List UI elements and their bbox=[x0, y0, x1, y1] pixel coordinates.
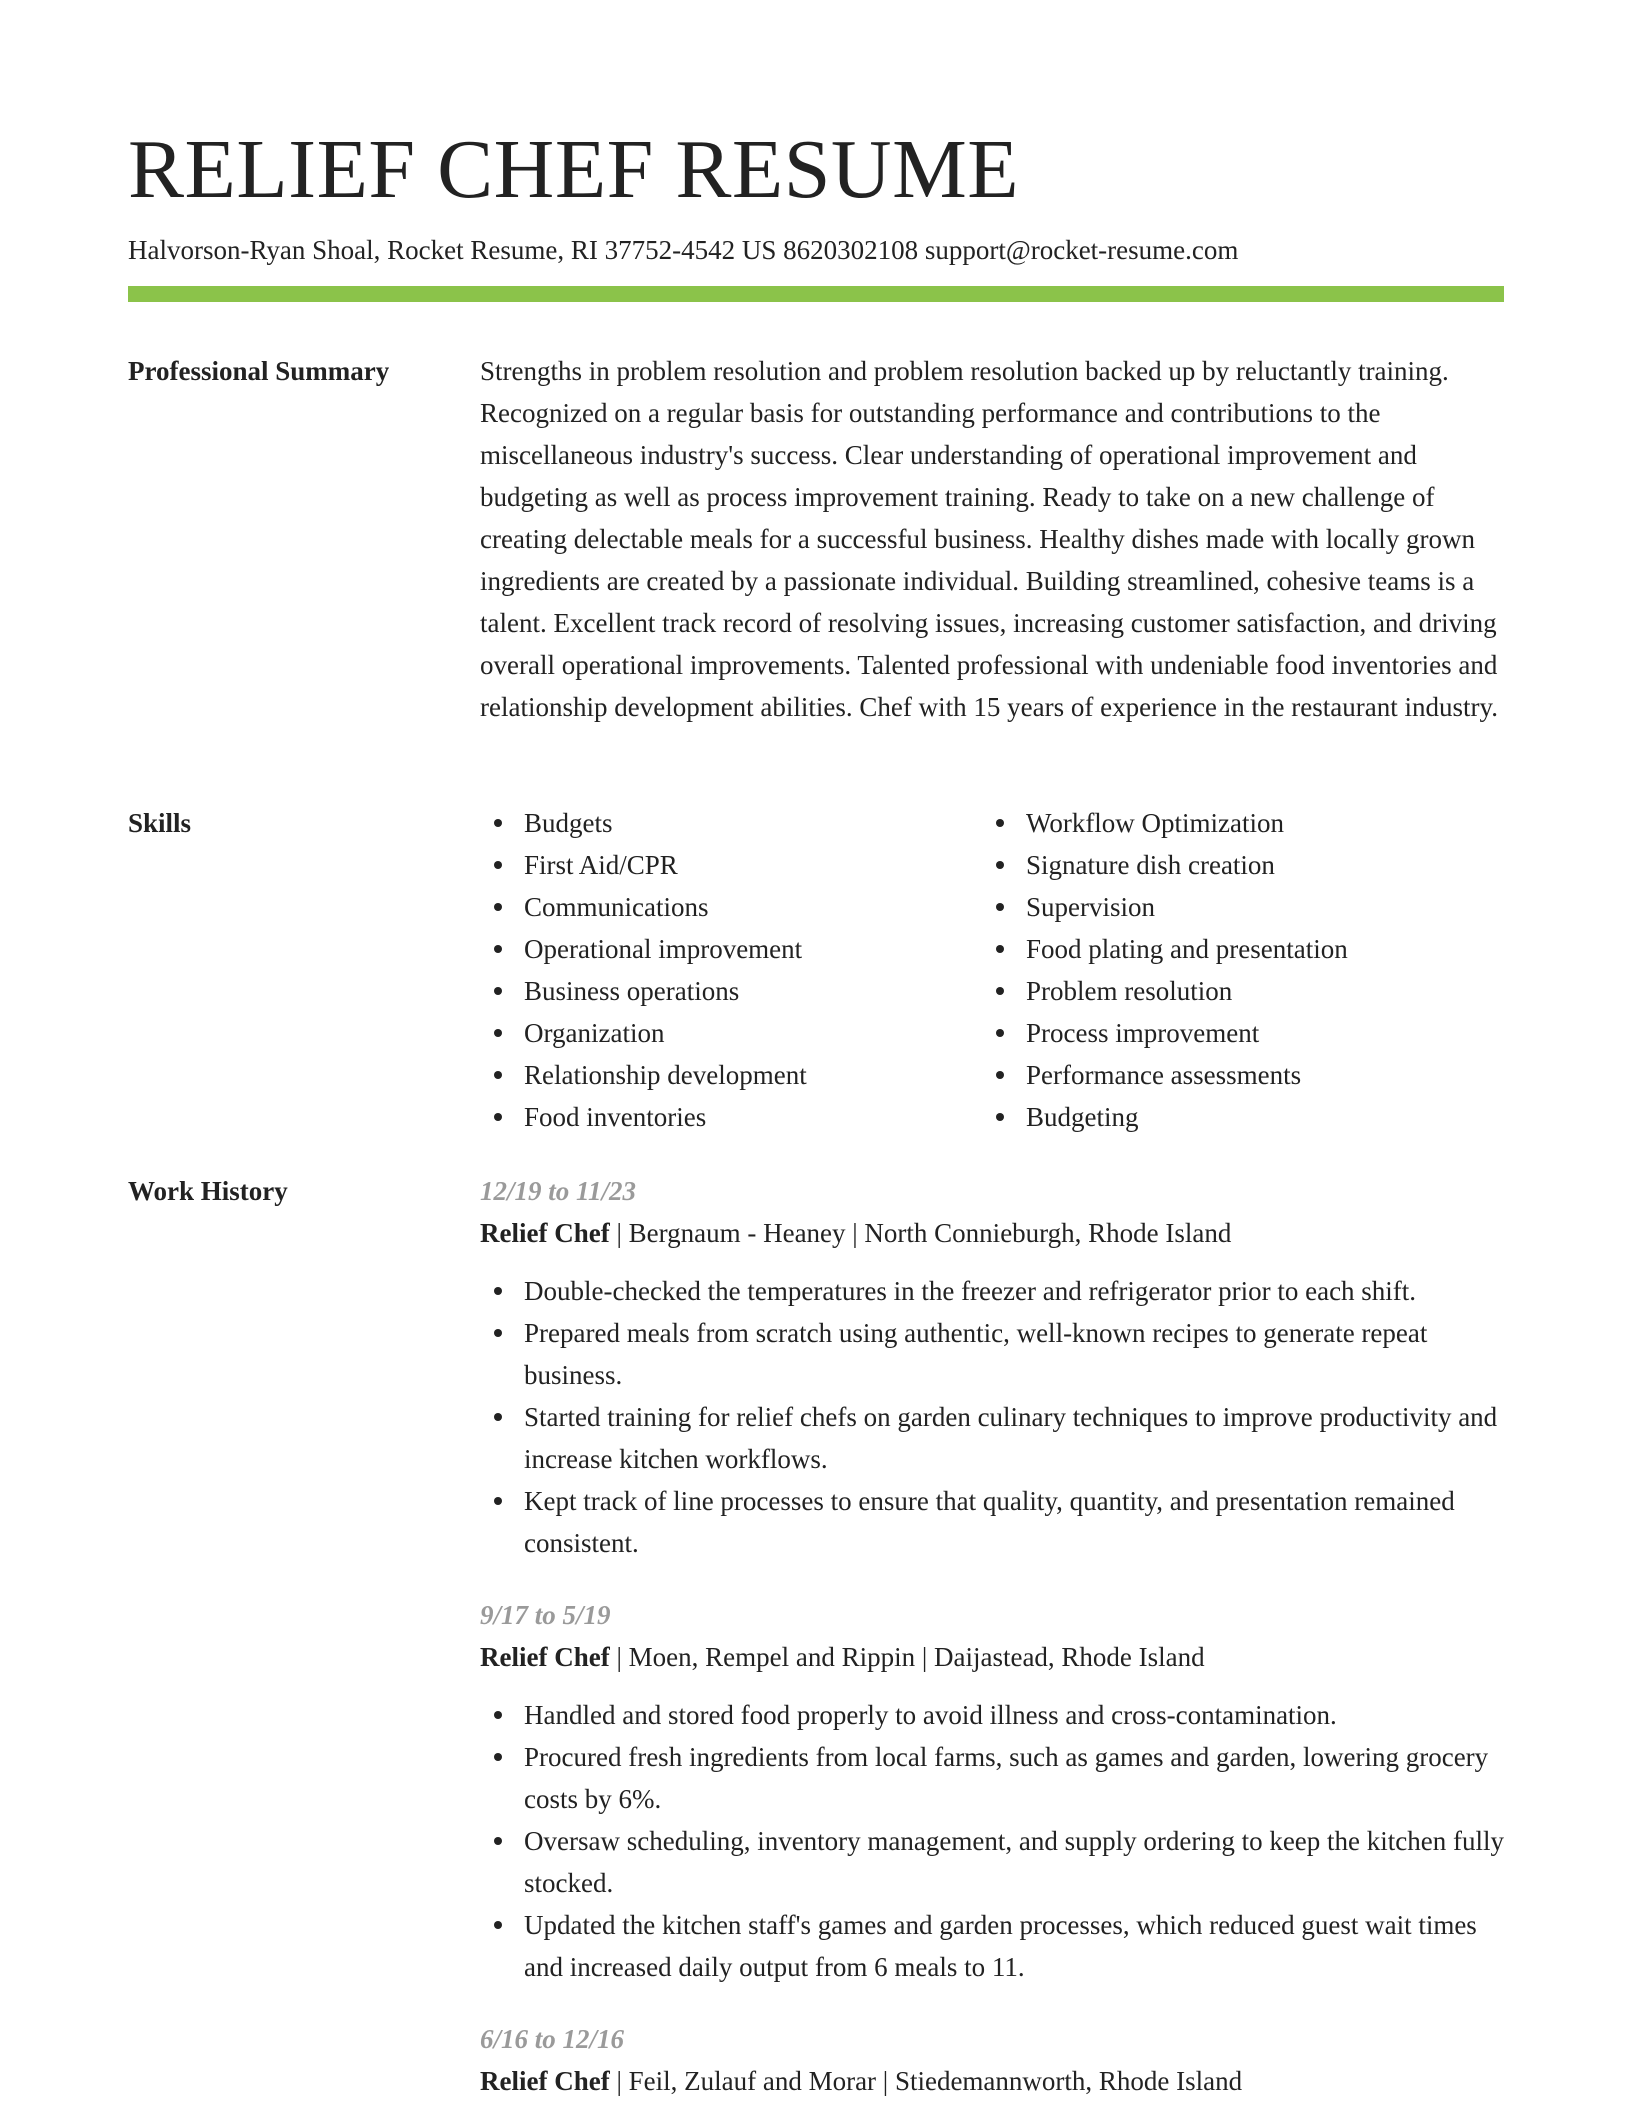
skill-item: Problem resolution bbox=[1026, 970, 1506, 1012]
job-heading bbox=[480, 2060, 1504, 2102]
job-employer-location: | Moen, Rempel and Rippin | Daijastead, Rhode Island bbox=[609, 1642, 1205, 1672]
skill-item: Organization bbox=[524, 1012, 984, 1054]
job-entry bbox=[480, 1594, 1504, 1988]
job-employer-location: | Bergnaum - Heaney | North Connieburgh, Rhode Island bbox=[609, 1218, 1232, 1248]
skill-item: Food plating and presentation bbox=[1026, 928, 1506, 970]
job-title: Relief Chef bbox=[480, 1642, 610, 1672]
skills-label: Skills bbox=[128, 808, 192, 838]
summary-label: Professional Summary bbox=[128, 356, 390, 386]
skills-list-right bbox=[982, 802, 1506, 1138]
skill-item: Supervision bbox=[1026, 886, 1506, 928]
skill-item: Budgets bbox=[524, 802, 984, 844]
skill-item: Communications bbox=[524, 886, 984, 928]
job-duties bbox=[480, 1270, 1504, 1564]
skill-item: Workflow Optimization bbox=[1026, 802, 1506, 844]
skills-list-left bbox=[480, 802, 984, 1138]
skill-item: Business operations bbox=[524, 970, 984, 1012]
job-employer-location: | Feil, Zulauf and Morar | Stiedemannworth, Rhode Island bbox=[609, 2066, 1243, 2096]
job-entry bbox=[480, 1170, 1504, 1564]
duty-item: Oversaw scheduling, inventory management, and supply ordering to keep the kitchen fully stocked. bbox=[524, 1820, 1504, 1904]
duty-item: Double-checked the temperatures in the freezer and refrigerator prior to each shift. bbox=[524, 1270, 1504, 1312]
skill-item: Performance assessments bbox=[1026, 1054, 1506, 1096]
summary-text: Strengths in problem resolution and problem resolution backed up by reluctantly training. Recognized on a regular basis for outstanding performance and contributions to the miscellaneous industry's success. Clear understanding of operational improvement and budgeting as well as process improvement training. Ready to take on a new challenge of creating delectable meals for a successful business. Healthy dishes made with locally grown ingredients are created by a passionate individual. Building streamlined, cohesive teams is a talent. Excellent track record of resolving issues, increasing customer satisfaction, and driving overall operational improvements. Talented professional with undeniable food inventories and relationship development abilities. Chef with 15 years of experience in the restaurant industry. bbox=[480, 356, 1498, 722]
job-dates: 12/19 to 11/23 bbox=[480, 1176, 637, 1206]
job-title: Relief Chef bbox=[480, 1218, 610, 1248]
skill-item: Relationship development bbox=[524, 1054, 984, 1096]
job-heading bbox=[480, 1212, 1504, 1254]
contact-line: Halvorson-Ryan Shoal, Rocket Resume, RI 37752-4542 US 8620302108 support@rocket-resume.com bbox=[128, 235, 1239, 265]
skill-item: Food inventories bbox=[524, 1096, 984, 1138]
skill-item: Signature dish creation bbox=[1026, 844, 1506, 886]
job-dates: 9/17 to 5/19 bbox=[480, 1600, 611, 1630]
job-dates: 6/16 to 12/16 bbox=[480, 2024, 625, 2054]
job-entry bbox=[480, 2018, 1504, 2102]
duty-item: Handled and stored food properly to avoid illness and cross-contamination. bbox=[524, 1694, 1504, 1736]
skill-item: Operational improvement bbox=[524, 928, 984, 970]
job-duties bbox=[480, 1694, 1504, 1988]
duty-item: Kept track of line processes to ensure that quality, quantity, and presentation remained consistent. bbox=[524, 1480, 1504, 1564]
skill-item: First Aid/CPR bbox=[524, 844, 984, 886]
skill-item: Process improvement bbox=[1026, 1012, 1506, 1054]
duty-item: Started training for relief chefs on garden culinary techniques to improve productivity and increase kitchen workflows. bbox=[524, 1396, 1504, 1480]
duty-item: Procured fresh ingredients from local farms, such as games and garden, lowering grocery costs by 6%. bbox=[524, 1736, 1504, 1820]
work-history-label: Work History bbox=[128, 1176, 288, 1206]
summary-body bbox=[480, 350, 1504, 728]
resume-title: RELIEF CHEF RESUME bbox=[128, 123, 1020, 216]
job-heading bbox=[480, 1636, 1504, 1678]
duty-item: Updated the kitchen staff's games and garden processes, which reduced guest wait times and increased daily output from 6 meals to 11. bbox=[524, 1904, 1504, 1988]
skill-item: Budgeting bbox=[1026, 1096, 1506, 1138]
job-title: Relief Chef bbox=[480, 2066, 610, 2096]
duty-item: Prepared meals from scratch using authentic, well-known recipes to generate repeat business. bbox=[524, 1312, 1504, 1396]
accent-divider bbox=[128, 286, 1504, 302]
